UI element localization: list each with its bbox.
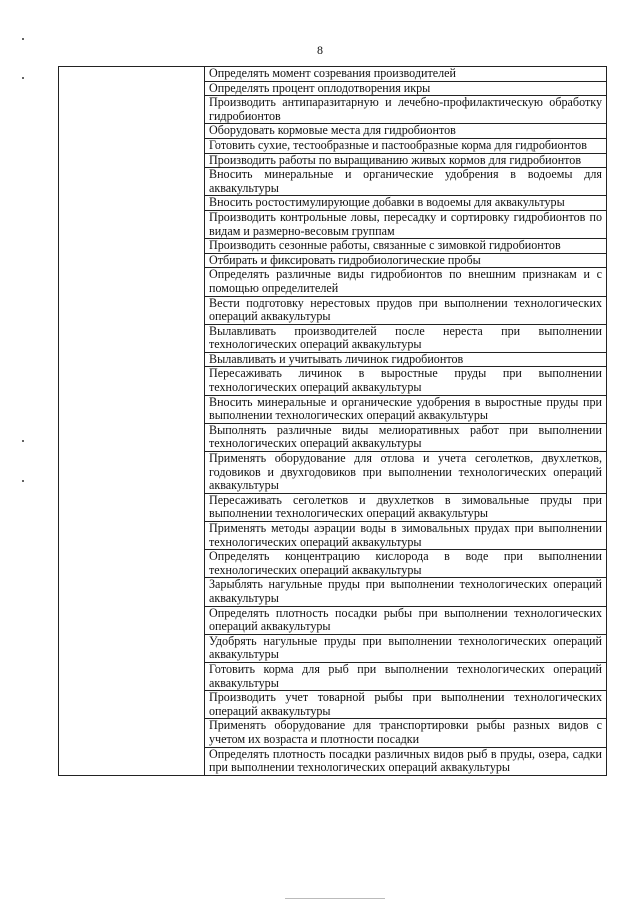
scan-speck	[22, 440, 24, 442]
skill-cell: Определять плотность посадки рыбы при выполнении технологических операций аквакультуры	[205, 606, 607, 634]
skill-cell: Вылавливать и учитывать личинок гидробионтов	[205, 352, 607, 367]
skills-table-body	[59, 67, 607, 776]
skill-cell: Отбирать и фиксировать гидробиологические пробы	[205, 253, 607, 268]
skill-cell: Вносить минеральные и органические удобрения в выростные пруды при выполнении технологических операций аквакультуры	[205, 395, 607, 423]
skill-cell: Применять методы аэрации воды в зимовальных прудах при выполнении технологических операций аквакультуры	[205, 522, 607, 550]
skill-cell: Готовить корма для рыб при выполнении технологических операций аквакультуры	[205, 662, 607, 690]
scan-speck	[22, 480, 24, 482]
skill-cell: Зарыблять нагульные пруды при выполнении технологических операций аквакультуры	[205, 578, 607, 606]
footer-rule	[285, 898, 385, 899]
skill-cell: Вылавливать производителей после нереста при выполнении технологических операций аквакультуры	[205, 324, 607, 352]
skill-cell: Применять оборудование для отлова и учета сеголетков, двухлетков, годовиков и двухгодовиков при выполнении технологических операций аквакультуры	[205, 452, 607, 494]
skills-table	[58, 66, 607, 776]
skill-cell: Вести подготовку нерестовых прудов при выполнении технологических операций аквакультуры	[205, 296, 607, 324]
skill-cell: Вносить ростостимулирующие добавки в водоемы для аквакультуры	[205, 196, 607, 211]
skill-cell: Применять оборудование для транспортировки рыбы разных видов с учетом их возраста и плотности посадки	[205, 719, 607, 747]
page-number: 8	[317, 43, 323, 57]
skill-cell: Производить антипаразитарную и лечебно-профилактическую обработку гидробионтов	[205, 96, 607, 124]
skill-cell: Производить работы по выращиванию живых кормов для гидробионтов	[205, 153, 607, 168]
skill-cell: Выполнять различные виды мелиоративных работ при выполнении технологических операций аквакультуры	[205, 423, 607, 451]
scan-speck	[22, 38, 24, 40]
skill-cell: Удобрять нагульные пруды при выполнении технологических операций аквакультуры	[205, 634, 607, 662]
skill-cell: Готовить сухие, тестообразные и пастообразные корма для гидробионтов	[205, 138, 607, 153]
skill-cell: Определять процент оплодотворения икры	[205, 81, 607, 96]
skill-cell: Производить контрольные ловы, пересадку и сортировку гидробионтов по видам и размерно-весовым группам	[205, 210, 607, 238]
scan-speck	[22, 77, 24, 79]
skill-cell: Пересаживать личинок в выростные пруды при выполнении технологических операций аквакультуры	[205, 367, 607, 395]
skill-cell: Пересаживать сеголетков и двухлетков в зимовальные пруды при выполнении технологических операций аквакультуры	[205, 493, 607, 521]
skill-cell: Определять момент созревания производителей	[205, 67, 607, 82]
empty-left-column	[59, 67, 205, 776]
skill-cell: Оборудовать кормовые места для гидробионтов	[205, 124, 607, 139]
table-row	[59, 67, 607, 82]
skill-cell: Производить сезонные работы, связанные с зимовкой гидробионтов	[205, 239, 607, 254]
skill-cell: Определять концентрацию кислорода в воде при выполнении технологических операций аквакультуры	[205, 550, 607, 578]
skill-cell: Вносить минеральные и органические удобрения в водоемы для аквакультуры	[205, 168, 607, 196]
skill-cell: Определять различные виды гидробионтов по внешним признакам и с помощью определителей	[205, 268, 607, 296]
skill-cell: Определять плотность посадки различных видов рыб в пруды, озера, садки при выполнении технологических операций аквакультуры	[205, 747, 607, 775]
skill-cell: Производить учет товарной рыбы при выполнении технологических операций аквакультуры	[205, 691, 607, 719]
